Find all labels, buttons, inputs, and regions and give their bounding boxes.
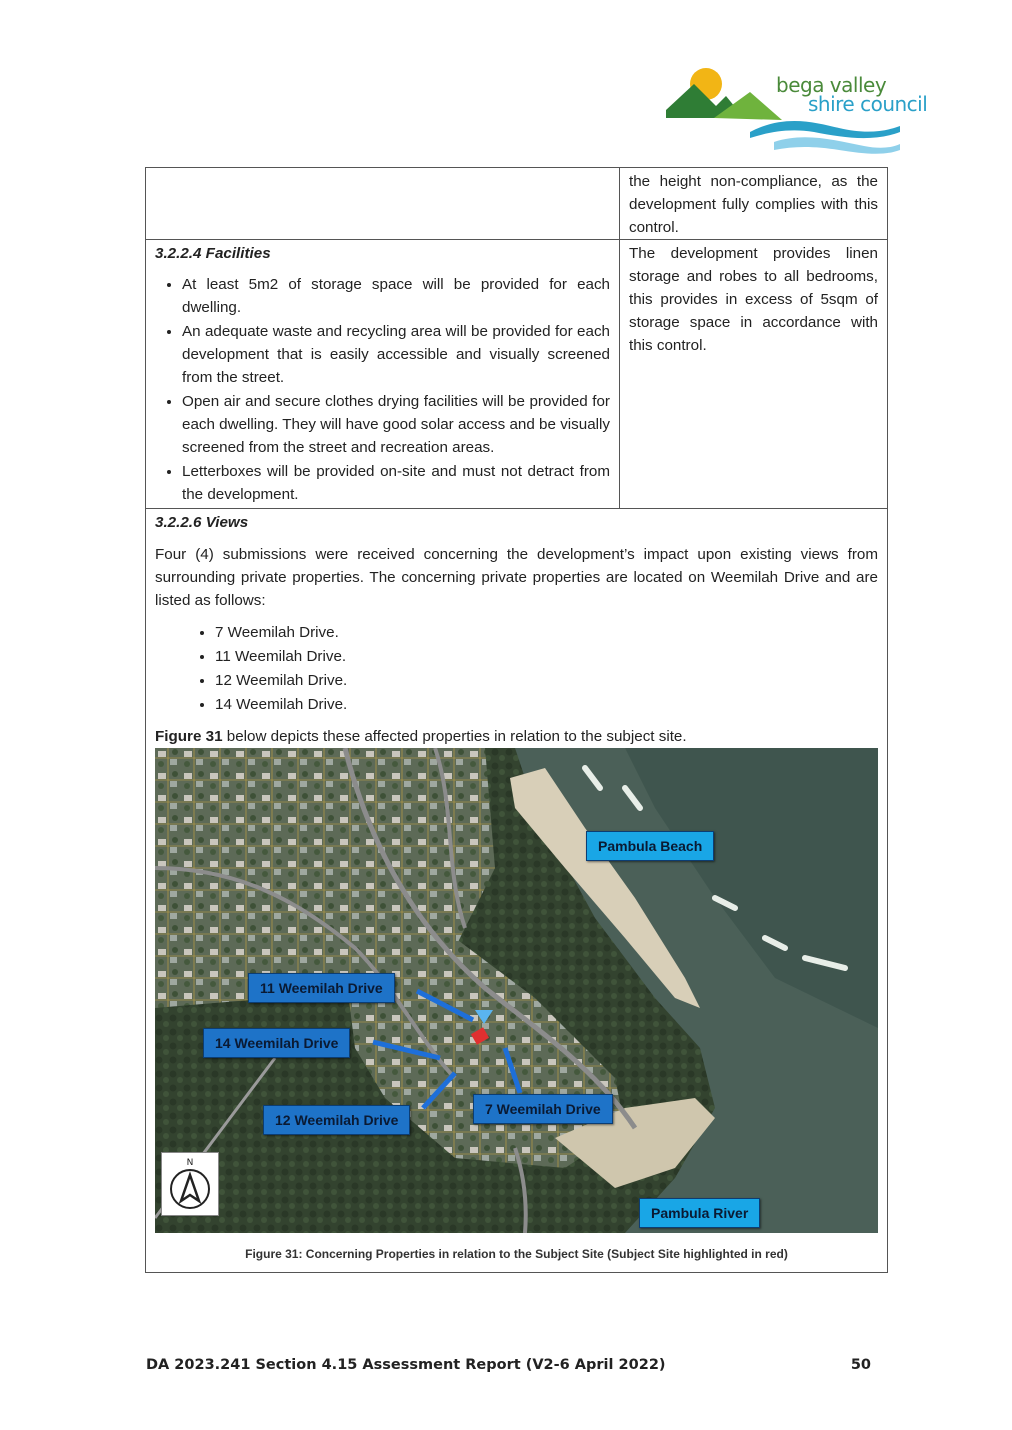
map-label-11-weemilah: 11 Weemilah Drive: [248, 973, 395, 1003]
list-item: • Letterboxes will be provided on-site and must not detract from the development.: [182, 460, 610, 506]
page-number: 50: [850, 1357, 871, 1373]
logo-text: [776, 73, 928, 116]
logo-line-1: bega valley: [776, 73, 887, 97]
response-text: The development provides linen storage and robes to all bedrooms, this provides in excess of 5sqm of storage space in accordance with this control.: [629, 245, 878, 354]
report-title: DA 2023.241 Section 4.15 Assessment Report (V2-6 April 2022): [146, 1357, 666, 1373]
list-item: • An adequate waste and recycling area will be provided for each development that is easily accessible and visually screened from the street.: [182, 320, 610, 389]
facilities-list: [155, 273, 610, 506]
table-cell-empty: [146, 168, 620, 240]
figure-intro-text: below depicts these affected properties in relation to the subject site.: [222, 728, 687, 745]
views-paragraph: Four (4) submissions were received concerning the development’s impact upon existing views from surrounding private properties. The concerning private properties are located on Weemilah Drive and are listed as follows:: [155, 546, 878, 609]
north-label: N: [186, 1158, 194, 1168]
map-label-pambula-river: Pambula River: [639, 1198, 760, 1228]
figure-intro: [155, 725, 878, 748]
table-row: [146, 240, 888, 509]
assessment-table: [145, 167, 888, 1273]
facilities-control-cell: [146, 240, 620, 509]
map-label-pambula-beach: Pambula Beach: [586, 831, 714, 861]
list-item: • 7 Weemilah Drive.: [215, 621, 878, 644]
map-label-12-weemilah: 12 Weemilah Drive: [263, 1105, 410, 1135]
list-item: • 12 Weemilah Drive.: [215, 669, 878, 692]
views-heading: 3.2.2.6 Views: [155, 514, 249, 531]
list-item: • 14 Weemilah Drive.: [215, 693, 878, 716]
properties-list: [155, 621, 878, 716]
aerial-map: [155, 748, 878, 1233]
map-label-7-weemilah: 7 Weemilah Drive: [473, 1094, 613, 1124]
table-row: [146, 509, 888, 1273]
list-item: • Open air and secure clothes drying facilities will be provided for each dwelling. They will have good solar access and be visually screened from the street and recreation areas.: [182, 390, 610, 459]
figure-caption: Figure 31: Concerning Properties in relation to the Subject Site (Subject Site highlighted in red): [245, 1247, 788, 1261]
table-cell-response: [620, 168, 888, 240]
page-footer: [146, 1357, 871, 1373]
figure-ref: Figure 31: [155, 728, 223, 745]
map-label-14-weemilah: 14 Weemilah Drive: [203, 1028, 350, 1058]
council-logo: [664, 62, 944, 157]
list-item: • At least 5m2 of storage space will be provided for each dwelling.: [182, 273, 610, 319]
facilities-heading: 3.2.2.4 Facilities: [155, 245, 271, 262]
views-cell: [146, 509, 888, 1273]
table-row: [146, 168, 888, 240]
facilities-response-cell: [620, 240, 888, 509]
response-text: the height non-compliance, as the development fully complies with this control.: [629, 173, 878, 236]
list-item: • 11 Weemilah Drive.: [215, 645, 878, 668]
north-arrow-icon: [161, 1152, 219, 1216]
logo-line-2: shire council: [808, 92, 928, 116]
